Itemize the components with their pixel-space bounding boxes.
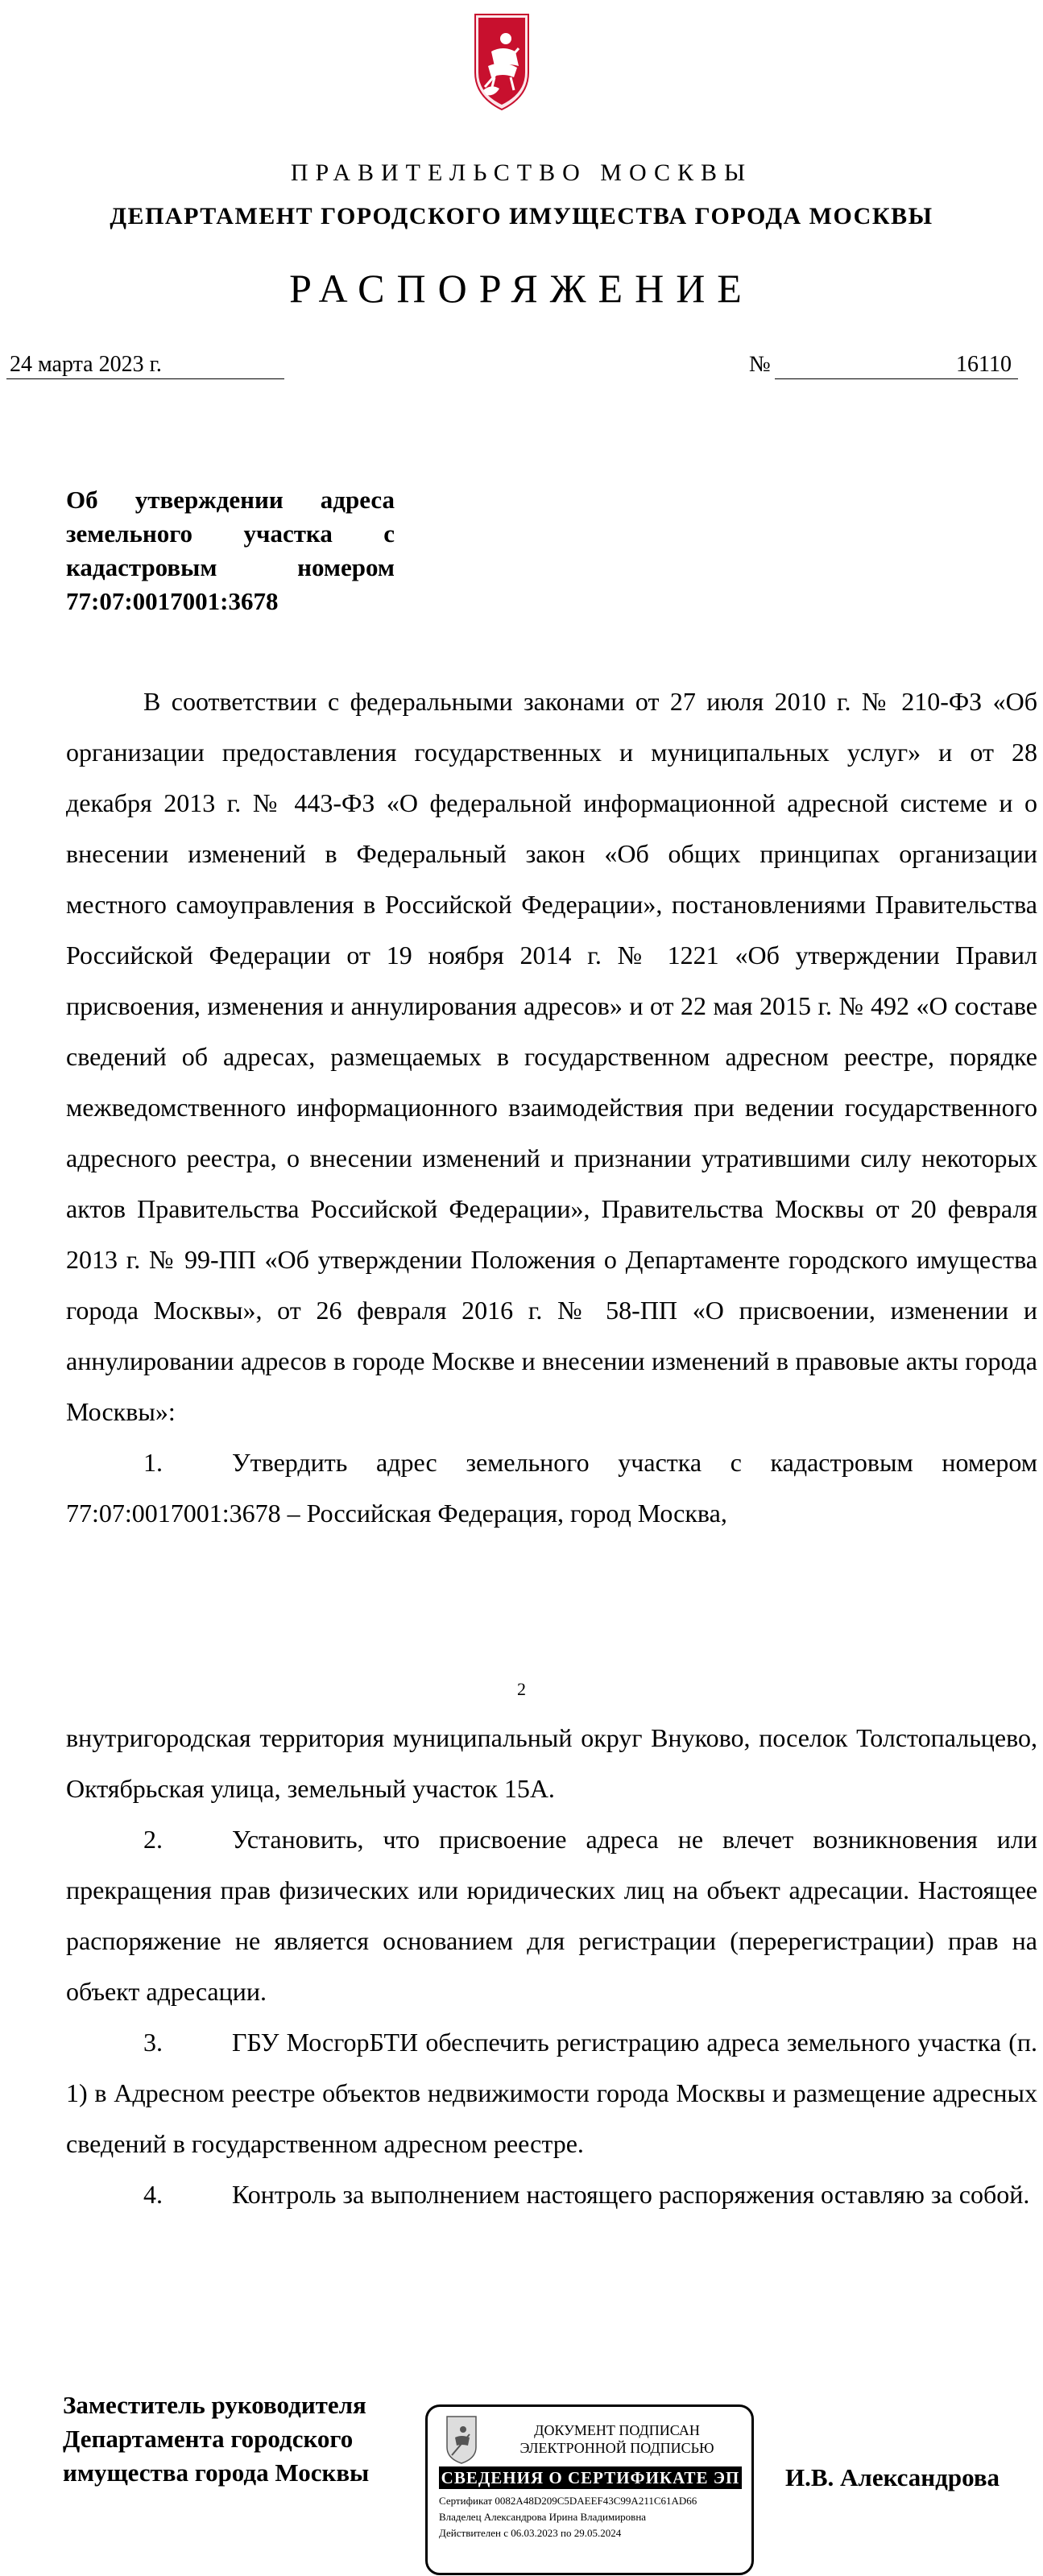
list-item	[66, 1437, 1037, 1539]
page-number: 2	[517, 1679, 526, 1699]
document-type-title: РАСПОРЯЖЕНИЕ	[289, 266, 754, 311]
government-title: ПРАВИТЕЛЬСТВО МОСКВЫ	[290, 159, 753, 186]
stamp-heading-line: ЭЛЕКТРОННОЙ ПОДПИСЬЮ	[519, 2440, 714, 2456]
item-continuation: внутригородская территория муниципальный округ Внуково, поселок Толстопальцево, Октябрьская улица, земельный участок 15А.	[66, 1723, 1037, 1803]
item-number: 1.	[143, 1448, 163, 1477]
item-text: ГБУ МосгорБТИ обеспечить регистрацию адреса земельного участка (п. 1) в Адресном реестре объектов недвижимости города Москвы и размещение адресных сведений в государственном адресном реестре.	[66, 2028, 1037, 2158]
signer-position	[63, 2388, 433, 2490]
stamp-owner: Владелец Александрова Ирина Владимировна	[439, 2511, 647, 2523]
electronic-signature-stamp	[425, 2404, 754, 2575]
item-text: Контроль за выполнением настоящего распоряжения оставляю за собой.	[232, 2180, 1030, 2209]
signer-name: И.В. Александрова	[785, 2463, 1000, 2491]
signer-position-line: имущества города Москвы	[63, 2458, 370, 2487]
stamp-certificate-id: Сертификат 0082A48D209C5DAEEF43C99A211C61AD66	[439, 2495, 697, 2507]
item-text: Установить, что присвоение адреса не влечет возникновения или прекращения прав физических или юридических лиц на объект адресации. Настоящее распоряжение не является основанием для регистрации (перерегистрации) прав на объект адресации.	[66, 1825, 1037, 2006]
item-number: 4.	[143, 2180, 163, 2209]
document-number-label: №	[749, 352, 771, 377]
list-item	[66, 1814, 1037, 2017]
stamp-heading-line: ДОКУМЕНТ ПОДПИСАН	[534, 2422, 700, 2438]
stamp-heading	[484, 2421, 750, 2457]
list-item	[66, 2169, 1037, 2220]
moscow-coat-of-arms-icon	[445, 2415, 478, 2465]
list-item	[66, 2017, 1037, 2169]
item-number: 3.	[143, 2028, 163, 2057]
department-title: ДЕПАРТАМЕНТ ГОРОДСКОГО ИМУЩЕСТВА ГОРОДА МОСКВЫ	[110, 203, 933, 229]
signer-position-line: Заместитель руководителя	[63, 2391, 366, 2419]
body-page-1	[66, 676, 1037, 1539]
item-number: 2.	[143, 1825, 163, 1854]
document-number: 16110	[775, 351, 1018, 379]
preamble-paragraph: В соответствии с федеральными законами от 27 июля 2010 г. № 210-ФЗ «Об организации предоставления государственных и муниципальных услуг» и от 28 декабря 2013 г. № 443-ФЗ «О федеральной информационной адресной системе и о внесении изменений в Федеральный закон «Об общих принципах организации местного самоуправления в Российской Федерации», постановлениями Правительства Российской Федерации от 19 ноября 2014 г. № 1221 «Об утверждении Правил присвоения, изменения и аннулирования адресов» и от 22 мая 2015 г. № 492 «О составе сведений об адресах, размещаемых в государственном адресном реестре, порядке межведомственного информационного взаимодействия при ведении государственного адресного реестра, о внесении изменений и признании утратившими силу некоторых актов Правительства Российской Федерации», Правительства Москвы от 20 февраля 2013 г. № 99-ПП «Об утверждении Положения о Департаменте городского имущества города Москвы», от 26 февраля 2016 г. № 58-ПП «О присвоении, изменении и аннулировании адресов в городе Москве и внесении изменений в правовые акты города Москвы»:	[66, 687, 1037, 1426]
moscow-coat-of-arms-icon	[470, 10, 533, 113]
signer-position-line: Департамента городского	[63, 2425, 354, 2453]
stamp-certificate-bar: СВЕДЕНИЯ О СЕРТИФИКАТЕ ЭП	[439, 2466, 742, 2489]
document-date: 24 марта 2023 г.	[6, 351, 284, 379]
stamp-validity: Действителен с 06.03.2023 по 29.05.2024	[439, 2527, 622, 2539]
document-subject: Об утверждении адреса земельного участка с кадастровым номером 77:07:0017001:3678	[66, 486, 395, 615]
item-text: Утвердить адрес земельного участка с кадастровым номером 77:07:0017001:3678 – Российская Федерация, город Москва,	[66, 1448, 1037, 1528]
body-page-2	[66, 1713, 1037, 2220]
